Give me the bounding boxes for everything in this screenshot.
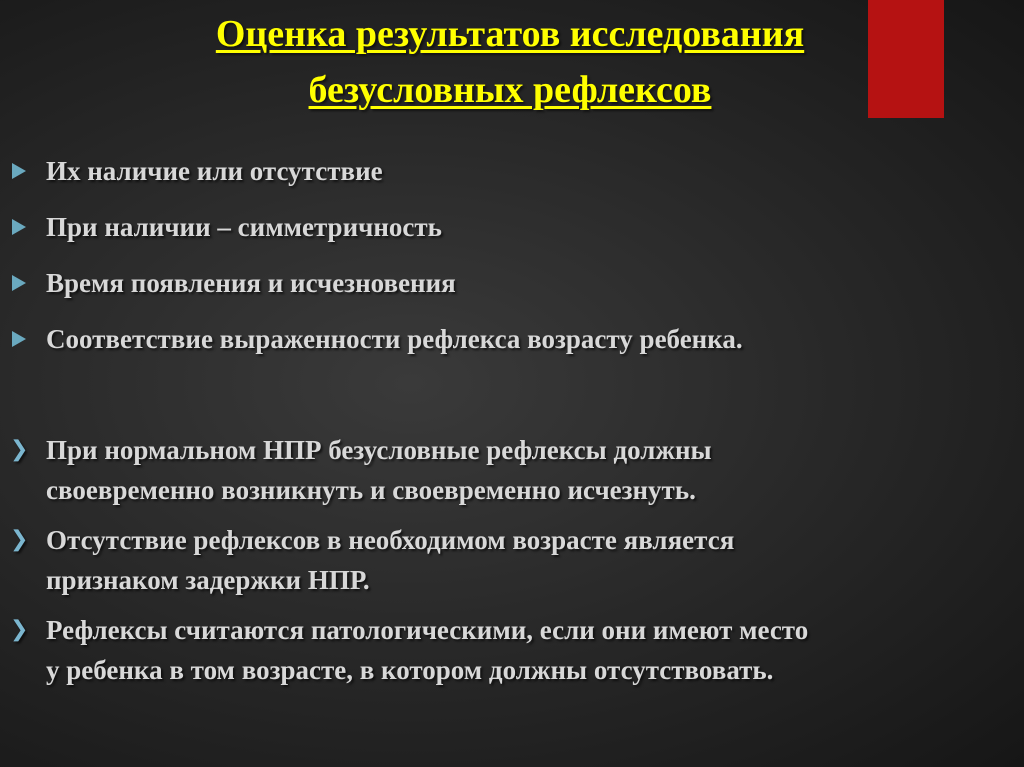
note-line-2: своевременно возникнуть и своевременно исчезнуть. <box>46 475 696 505</box>
criteria-list <box>10 152 1015 376</box>
criteria-item-text: Их наличие или отсутствие <box>46 156 383 186</box>
criteria-item <box>10 264 1015 320</box>
chevron-right-icon: ❯ <box>10 617 29 642</box>
title-line-2: безусловных рефлексов <box>308 69 712 111</box>
criteria-item-text: Соответствие выраженности рефлекса возрасту ребенка. <box>46 324 743 354</box>
note-item <box>10 430 1015 510</box>
criteria-item <box>10 320 1015 376</box>
criteria-item <box>10 152 1015 208</box>
note-line-1: Отсутствие рефлексов в необходимом возрасте является <box>46 525 735 555</box>
criteria-item-text: При наличии – симметричность <box>46 212 442 242</box>
triangle-right-icon <box>12 275 26 291</box>
title-line-1: Оценка результатов исследования <box>215 13 805 55</box>
triangle-right-icon <box>12 219 26 235</box>
criteria-item <box>10 208 1015 264</box>
chevron-right-icon: ❯ <box>10 437 29 462</box>
note-item <box>10 610 1015 690</box>
note-line-2: у ребенка в том возрасте, в котором должны отсутствовать. <box>46 655 774 685</box>
note-item <box>10 520 1015 600</box>
note-line-1: Рефлексы считаются патологическими, если они имеют место <box>46 615 809 645</box>
triangle-right-icon <box>12 331 26 347</box>
chevron-right-icon: ❯ <box>10 527 29 552</box>
note-line-2: признаком задержки НПР. <box>46 565 370 595</box>
notes-list <box>10 430 1015 700</box>
note-line-1: При нормальном НПР безусловные рефлексы должны <box>46 435 712 465</box>
triangle-right-icon <box>12 163 26 179</box>
slide-title <box>80 6 940 118</box>
criteria-item-text: Время появления и исчезновения <box>46 268 456 298</box>
